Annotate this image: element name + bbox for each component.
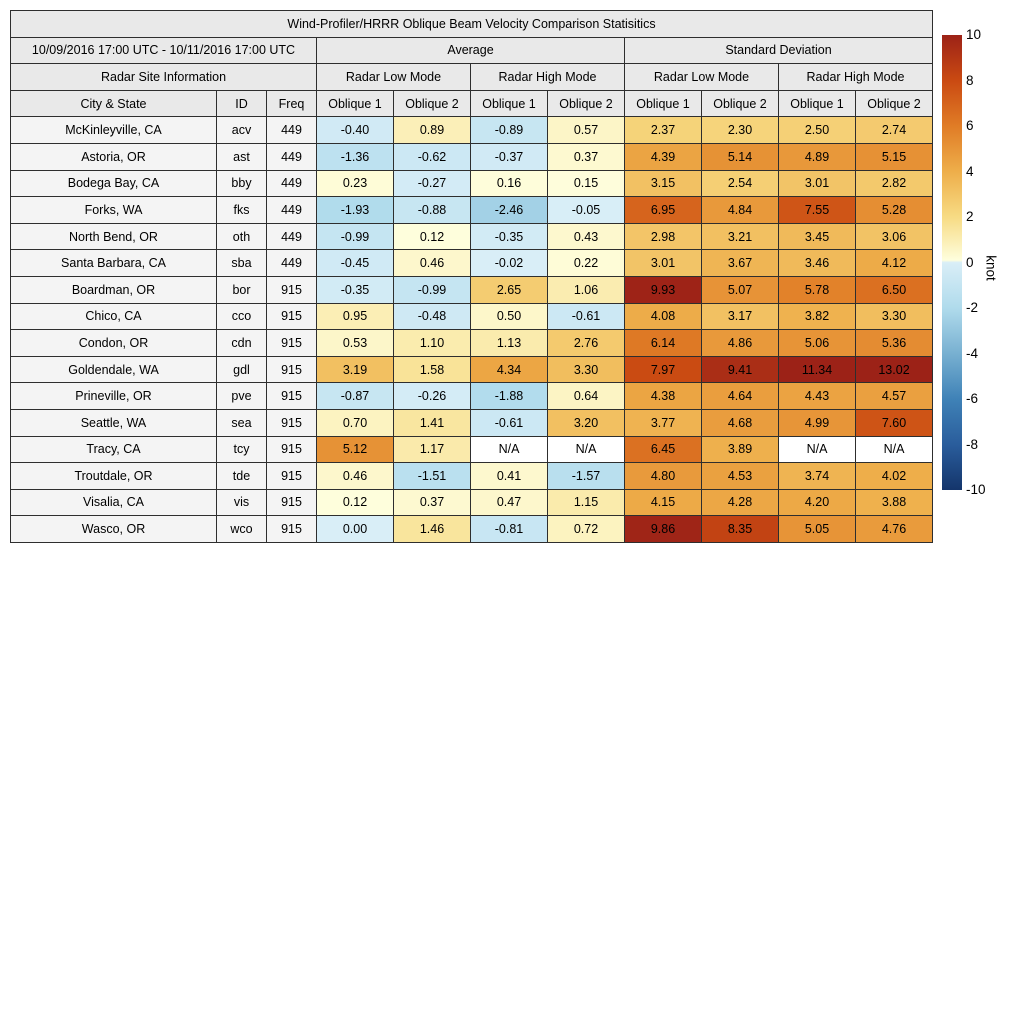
colorbar-tick-label: -10 [966, 482, 986, 498]
value-cell: 4.12 [856, 250, 933, 277]
value-cell: 0.12 [317, 489, 394, 516]
city-cell: Bodega Bay, CA [11, 170, 217, 197]
value-cell: 5.28 [856, 197, 933, 224]
id-cell: bor [217, 276, 267, 303]
site-info-header: Radar Site Information [11, 64, 317, 91]
colorbar-tick-label: -4 [966, 345, 979, 361]
city-cell: Boardman, OR [11, 276, 217, 303]
freq-cell: 449 [267, 223, 317, 250]
table-row [11, 223, 933, 250]
col-header-oblique1: Oblique 1 [317, 90, 394, 117]
col-header-id: ID [217, 90, 267, 117]
freq-cell: 915 [267, 356, 317, 383]
value-cell: 2.37 [625, 117, 702, 144]
table-row [11, 463, 933, 490]
table-row [11, 143, 933, 170]
table-row [11, 250, 933, 277]
col-header-oblique1: Oblique 1 [471, 90, 548, 117]
value-cell: 1.17 [394, 436, 471, 463]
value-cell: N/A [856, 436, 933, 463]
value-cell: -0.37 [471, 143, 548, 170]
value-cell: -1.36 [317, 143, 394, 170]
value-cell: 4.43 [779, 383, 856, 410]
time-period: 10/09/2016 17:00 UTC - 10/11/2016 17:00 UTC [11, 37, 317, 64]
value-cell: 5.78 [779, 276, 856, 303]
colorbar-tick-label: -8 [966, 436, 979, 452]
value-cell: -0.02 [471, 250, 548, 277]
value-cell: -0.87 [317, 383, 394, 410]
value-cell: 5.12 [317, 436, 394, 463]
freq-cell: 449 [267, 170, 317, 197]
table-row [11, 117, 933, 144]
city-cell: Chico, CA [11, 303, 217, 330]
city-cell: Visalia, CA [11, 489, 217, 516]
value-cell: 6.45 [625, 436, 702, 463]
city-cell: Goldendale, WA [11, 356, 217, 383]
value-cell: 0.89 [394, 117, 471, 144]
value-cell: 4.57 [856, 383, 933, 410]
value-cell: 6.14 [625, 330, 702, 357]
city-cell: Troutdale, OR [11, 463, 217, 490]
table-row [11, 383, 933, 410]
statistics-table [10, 10, 933, 543]
id-cell: tde [217, 463, 267, 490]
value-cell: -0.27 [394, 170, 471, 197]
value-cell: 3.17 [702, 303, 779, 330]
id-cell: vis [217, 489, 267, 516]
value-cell: 4.38 [625, 383, 702, 410]
city-cell: North Bend, OR [11, 223, 217, 250]
table-row [11, 489, 933, 516]
value-cell: -0.61 [471, 409, 548, 436]
colorbar-tick-label: 6 [966, 118, 974, 134]
value-cell: 9.41 [702, 356, 779, 383]
value-cell: 4.89 [779, 143, 856, 170]
value-cell: 3.46 [779, 250, 856, 277]
value-cell: -1.93 [317, 197, 394, 224]
value-cell: 9.86 [625, 516, 702, 543]
id-cell: oth [217, 223, 267, 250]
freq-cell: 915 [267, 463, 317, 490]
id-cell: pve [217, 383, 267, 410]
value-cell: 0.43 [548, 223, 625, 250]
group-header-row [11, 37, 933, 64]
value-cell: 3.82 [779, 303, 856, 330]
value-cell: 0.70 [317, 409, 394, 436]
value-cell: 2.50 [779, 117, 856, 144]
value-cell: 5.07 [702, 276, 779, 303]
mode-header-avg-high: Radar High Mode [471, 64, 625, 91]
value-cell: 3.77 [625, 409, 702, 436]
freq-cell: 915 [267, 409, 317, 436]
freq-cell: 449 [267, 143, 317, 170]
value-cell: 6.50 [856, 276, 933, 303]
city-cell: Prineville, OR [11, 383, 217, 410]
col-header-city: City & State [11, 90, 217, 117]
value-cell: 7.60 [856, 409, 933, 436]
value-cell: 3.01 [779, 170, 856, 197]
value-cell: 1.46 [394, 516, 471, 543]
value-cell: 4.39 [625, 143, 702, 170]
value-cell: 3.89 [702, 436, 779, 463]
col-header-oblique2: Oblique 2 [702, 90, 779, 117]
value-cell: 1.06 [548, 276, 625, 303]
value-cell: 0.53 [317, 330, 394, 357]
city-cell: Seattle, WA [11, 409, 217, 436]
value-cell: 13.02 [856, 356, 933, 383]
table-row [11, 409, 933, 436]
id-cell: wco [217, 516, 267, 543]
title-row [11, 11, 933, 38]
value-cell: 5.15 [856, 143, 933, 170]
table-row [11, 170, 933, 197]
freq-cell: 449 [267, 197, 317, 224]
value-cell: 4.76 [856, 516, 933, 543]
value-cell: 7.97 [625, 356, 702, 383]
colorbar-gradient [942, 35, 962, 490]
value-cell: -1.51 [394, 463, 471, 490]
value-cell: 3.20 [548, 409, 625, 436]
value-cell: 4.86 [702, 330, 779, 357]
value-cell: 0.72 [548, 516, 625, 543]
value-cell: -0.89 [471, 117, 548, 144]
value-cell: -0.05 [548, 197, 625, 224]
value-cell: 3.30 [548, 356, 625, 383]
city-cell: Wasco, OR [11, 516, 217, 543]
value-cell: 2.74 [856, 117, 933, 144]
id-cell: bby [217, 170, 267, 197]
value-cell: 2.65 [471, 276, 548, 303]
table-row [11, 436, 933, 463]
city-cell: Condon, OR [11, 330, 217, 357]
value-cell: -0.35 [317, 276, 394, 303]
value-cell: 4.53 [702, 463, 779, 490]
value-cell: -0.35 [471, 223, 548, 250]
freq-cell: 915 [267, 436, 317, 463]
value-cell: 5.36 [856, 330, 933, 357]
value-cell: 4.34 [471, 356, 548, 383]
value-cell: 5.06 [779, 330, 856, 357]
value-cell: 0.95 [317, 303, 394, 330]
value-cell: 6.95 [625, 197, 702, 224]
colorbar-tick-label: -6 [966, 391, 979, 407]
freq-cell: 915 [267, 276, 317, 303]
mode-header-row [11, 64, 933, 91]
value-cell: 3.15 [625, 170, 702, 197]
value-cell: 3.74 [779, 463, 856, 490]
value-cell: 1.58 [394, 356, 471, 383]
mode-header-avg-low: Radar Low Mode [317, 64, 471, 91]
value-cell: 4.02 [856, 463, 933, 490]
value-cell: 8.35 [702, 516, 779, 543]
value-cell: 0.16 [471, 170, 548, 197]
value-cell: 0.46 [317, 463, 394, 490]
freq-cell: 915 [267, 516, 317, 543]
colorbar-tick-label: 2 [966, 209, 974, 225]
value-cell: 4.84 [702, 197, 779, 224]
col-header-oblique2: Oblique 2 [856, 90, 933, 117]
value-cell: -0.48 [394, 303, 471, 330]
id-cell: sba [217, 250, 267, 277]
id-cell: gdl [217, 356, 267, 383]
value-cell: -0.45 [317, 250, 394, 277]
mode-header-sd-high: Radar High Mode [779, 64, 933, 91]
col-header-oblique2: Oblique 2 [548, 90, 625, 117]
value-cell: 3.67 [702, 250, 779, 277]
value-cell: 0.64 [548, 383, 625, 410]
value-cell: 4.15 [625, 489, 702, 516]
table-title: Wind-Profiler/HRRR Oblique Beam Velocity Comparison Statisitics [11, 11, 933, 38]
value-cell: 0.23 [317, 170, 394, 197]
value-cell: 1.10 [394, 330, 471, 357]
value-cell: 2.54 [702, 170, 779, 197]
group-header-average: Average [317, 37, 625, 64]
value-cell: -0.99 [394, 276, 471, 303]
value-cell: 0.37 [394, 489, 471, 516]
value-cell: -1.88 [471, 383, 548, 410]
value-cell: -0.88 [394, 197, 471, 224]
col-header-freq: Freq [267, 90, 317, 117]
value-cell: 0.15 [548, 170, 625, 197]
value-cell: 1.41 [394, 409, 471, 436]
colorbar-tick-label: 4 [966, 163, 974, 179]
colorbar-tick-label: 8 [966, 72, 974, 88]
value-cell: 4.28 [702, 489, 779, 516]
city-cell: Astoria, OR [11, 143, 217, 170]
value-cell: -0.99 [317, 223, 394, 250]
col-header-oblique1: Oblique 1 [625, 90, 702, 117]
value-cell: N/A [548, 436, 625, 463]
value-cell: N/A [779, 436, 856, 463]
value-cell: 0.46 [394, 250, 471, 277]
table-row [11, 516, 933, 543]
colorbar-tick-label: 0 [966, 254, 974, 270]
value-cell: 0.50 [471, 303, 548, 330]
value-cell: -2.46 [471, 197, 548, 224]
value-cell: 3.30 [856, 303, 933, 330]
freq-cell: 449 [267, 250, 317, 277]
value-cell: 3.01 [625, 250, 702, 277]
column-header-row [11, 90, 933, 117]
value-cell: 5.14 [702, 143, 779, 170]
id-cell: acv [217, 117, 267, 144]
value-cell: 3.06 [856, 223, 933, 250]
id-cell: cdn [217, 330, 267, 357]
freq-cell: 449 [267, 117, 317, 144]
table-row [11, 356, 933, 383]
value-cell: 7.55 [779, 197, 856, 224]
id-cell: tcy [217, 436, 267, 463]
city-cell: Tracy, CA [11, 436, 217, 463]
freq-cell: 915 [267, 303, 317, 330]
value-cell: 2.98 [625, 223, 702, 250]
id-cell: ast [217, 143, 267, 170]
value-cell: 3.19 [317, 356, 394, 383]
value-cell: 4.20 [779, 489, 856, 516]
value-cell: 1.13 [471, 330, 548, 357]
table-row [11, 197, 933, 224]
colorbar-tick-label: -2 [966, 300, 979, 316]
value-cell: 2.76 [548, 330, 625, 357]
freq-cell: 915 [267, 489, 317, 516]
value-cell: 0.12 [394, 223, 471, 250]
value-cell: -0.26 [394, 383, 471, 410]
value-cell: 4.08 [625, 303, 702, 330]
value-cell: -1.57 [548, 463, 625, 490]
value-cell: 0.00 [317, 516, 394, 543]
value-cell: 1.15 [548, 489, 625, 516]
value-cell: 0.57 [548, 117, 625, 144]
value-cell: N/A [471, 436, 548, 463]
value-cell: 4.99 [779, 409, 856, 436]
table-row [11, 330, 933, 357]
value-cell: 3.21 [702, 223, 779, 250]
freq-cell: 915 [267, 330, 317, 357]
col-header-oblique1: Oblique 1 [779, 90, 856, 117]
value-cell: 11.34 [779, 356, 856, 383]
city-cell: Forks, WA [11, 197, 217, 224]
value-cell: 0.41 [471, 463, 548, 490]
value-cell: 3.45 [779, 223, 856, 250]
value-cell: 4.68 [702, 409, 779, 436]
id-cell: fks [217, 197, 267, 224]
freq-cell: 915 [267, 383, 317, 410]
value-cell: -0.61 [548, 303, 625, 330]
col-header-oblique2: Oblique 2 [394, 90, 471, 117]
mode-header-sd-low: Radar Low Mode [625, 64, 779, 91]
value-cell: 5.05 [779, 516, 856, 543]
value-cell: 3.88 [856, 489, 933, 516]
value-cell: -0.81 [471, 516, 548, 543]
value-cell: 9.93 [625, 276, 702, 303]
colorbar-unit-label: knot [983, 255, 999, 281]
table-row [11, 276, 933, 303]
group-header-stddev: Standard Deviation [625, 37, 933, 64]
colorbar-tick-label: 10 [966, 27, 982, 43]
city-cell: McKinleyville, CA [11, 117, 217, 144]
value-cell: -0.62 [394, 143, 471, 170]
city-cell: Santa Barbara, CA [11, 250, 217, 277]
value-cell: -0.40 [317, 117, 394, 144]
value-cell: 0.22 [548, 250, 625, 277]
table-row [11, 303, 933, 330]
value-cell: 2.30 [702, 117, 779, 144]
id-cell: cco [217, 303, 267, 330]
value-cell: 0.37 [548, 143, 625, 170]
value-cell: 4.64 [702, 383, 779, 410]
value-cell: 2.82 [856, 170, 933, 197]
value-cell: 0.47 [471, 489, 548, 516]
value-cell: 4.80 [625, 463, 702, 490]
id-cell: sea [217, 409, 267, 436]
